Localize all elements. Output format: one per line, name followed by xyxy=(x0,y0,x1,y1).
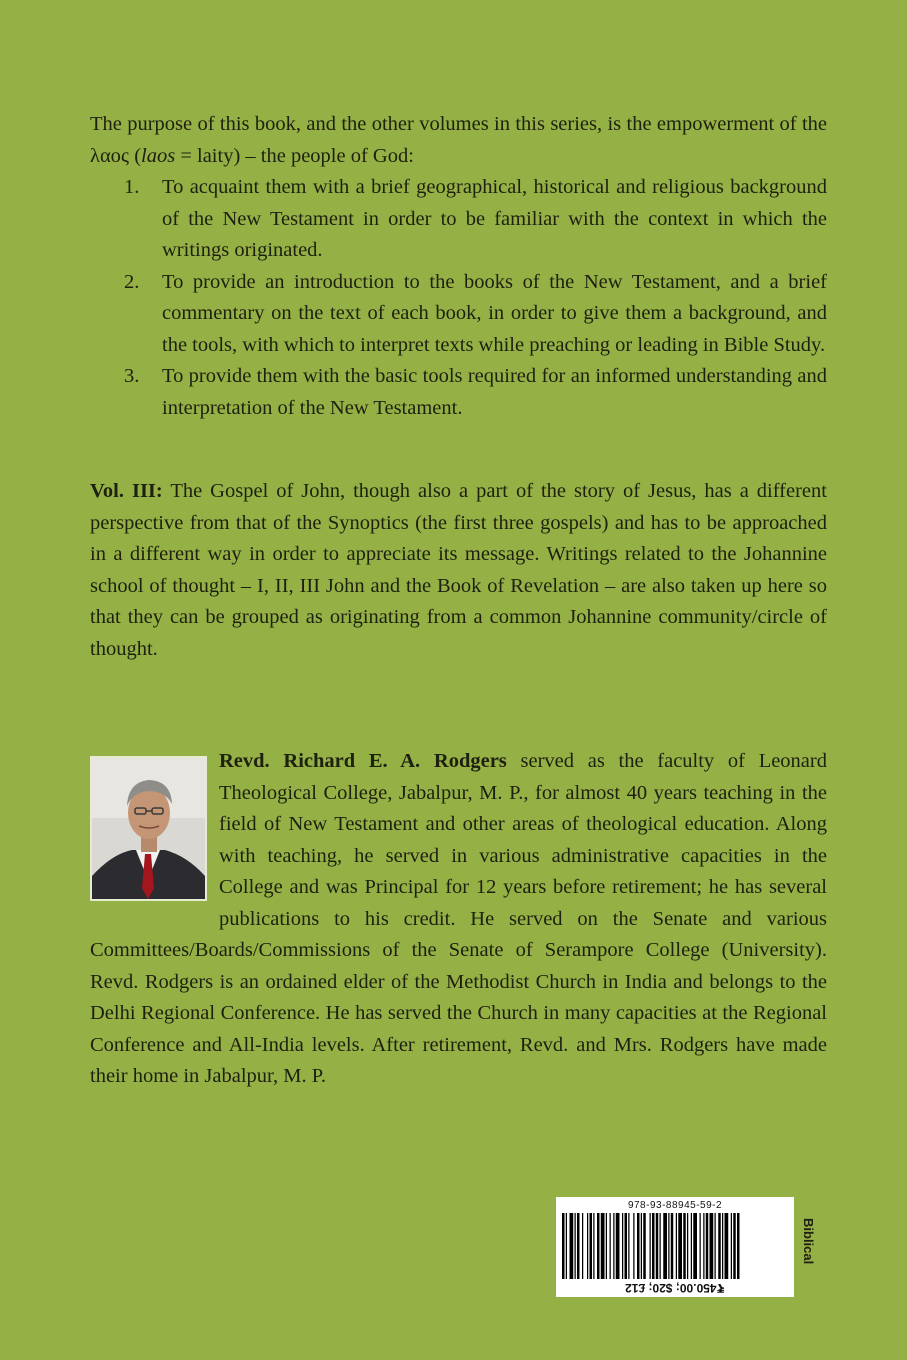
barcode-bar xyxy=(687,1213,688,1279)
barcode-bar xyxy=(656,1213,659,1279)
barcode-bar xyxy=(710,1213,714,1279)
intro-section xyxy=(90,109,827,424)
barcode-bar xyxy=(650,1213,651,1279)
barcode-bar xyxy=(590,1213,593,1279)
purpose-number: 2. xyxy=(124,270,140,293)
category-label xyxy=(796,1218,820,1278)
barcode-bar xyxy=(722,1213,723,1279)
barcode-bar xyxy=(582,1213,583,1279)
barcode-bar xyxy=(706,1213,709,1279)
barcode-bar xyxy=(613,1213,614,1279)
barcode-bar xyxy=(601,1213,605,1279)
category-text: Biblical xyxy=(801,1218,816,1265)
volume-label: Vol. III: xyxy=(90,480,163,502)
author-bio-text: served as the faculty of Leonard Theological College, Jabalpur, M. P., for almost 40 years teaching in the field of New Testament and other areas of theological education. Along with teaching, he served in various administrative capacities in the College and was Principal for 12 years before retirement; he has several publications to his credit. He served on the Senate and various Committees/Boards/Commissions of the Senate of Serampore College (University). Revd. Rodgers is an ordained elder of the Methodist Church in India and belongs to the Delhi Regional Conference. He has served the Church in many capacities at the Regional Conference and All-India levels. After retirement, Revd. and Mrs. Rodgers have made their home in Jabalpur, M. P. xyxy=(90,750,827,1087)
purpose-item xyxy=(90,267,827,362)
author-photo xyxy=(90,756,207,901)
author-name: Revd. Richard E. A. Rodgers xyxy=(219,750,507,772)
price-text: ₹450.00; $20; £12 xyxy=(625,1281,725,1295)
paren-open: ( xyxy=(129,144,142,167)
purpose-number: 1. xyxy=(124,176,140,198)
purpose-text: To provide them with the basic tools required for an informed understanding and interpretation of the New Testament. xyxy=(162,365,827,419)
barcode-bar xyxy=(643,1213,646,1279)
barcode-bar xyxy=(652,1213,655,1279)
barcode-bar xyxy=(625,1213,628,1279)
purpose-list xyxy=(90,172,827,424)
volume-text: The Gospel of John, though also a part of the story of Jesus, has a different perspective from that of the Synoptics (the first three gospels) and has to be approached in a different way in order to appreciate its message. Writings related to the Johannine school of thought – I, II, III John and the Book of Revelation – are also taken up here so that they can be grouped as originating from a common Johannine community/circle of thought. xyxy=(90,480,827,660)
purpose-text: To provide an introduction to the books of the New Testament, and a brief commentary on the text of each book, in order to give them a background, and the tools, with which to interpret texts while preaching or leading in Bible Study. xyxy=(162,270,827,356)
barcode-bar xyxy=(668,1213,669,1279)
isbn-number: 978-93-88945-59-2 xyxy=(627,1200,723,1211)
volume-description xyxy=(90,476,827,665)
barcode-bar xyxy=(725,1213,729,1279)
intro-paragraph xyxy=(90,109,827,172)
barcode-bar xyxy=(718,1213,721,1279)
barcode-bar xyxy=(733,1213,736,1279)
barcode-bar xyxy=(570,1213,574,1279)
barcode-bar xyxy=(731,1213,732,1279)
purpose-item xyxy=(90,361,827,424)
barcode-bar xyxy=(562,1213,565,1279)
greek-word: λαος xyxy=(90,144,130,167)
purpose-text: To acquaint them with a brief geographical, historical and religious background of the New Testament in order to be familiar with the context in which the writings originated. xyxy=(162,176,827,261)
barcode-bar xyxy=(737,1213,740,1279)
intro-lead-after: = laity) – the people of God: xyxy=(175,144,414,167)
barcode-bar xyxy=(678,1213,682,1279)
barcode-bar xyxy=(616,1213,620,1279)
intro-lead-text: The purpose of this book, and the other volumes in this series, is the empowerment of the xyxy=(90,113,827,135)
barcode-icon xyxy=(562,1213,788,1279)
laos-italic: laos xyxy=(141,144,176,167)
barcode-bar xyxy=(676,1213,677,1279)
barcode-bar xyxy=(691,1213,692,1279)
barcode-label xyxy=(556,1197,794,1297)
barcode-bar xyxy=(575,1213,576,1279)
barcode-bar xyxy=(622,1213,623,1279)
barcode-bar xyxy=(577,1213,580,1279)
barcode-bar xyxy=(660,1213,661,1279)
barcode-bar xyxy=(566,1213,567,1279)
barcode-bar xyxy=(683,1213,686,1279)
barcode-bar xyxy=(700,1213,701,1279)
barcode-bar xyxy=(671,1213,674,1279)
barcode-bar xyxy=(641,1213,642,1279)
barcode-bar xyxy=(637,1213,640,1279)
barcode-bar xyxy=(593,1213,594,1279)
purpose-number: 3. xyxy=(124,365,140,387)
barcode-bar xyxy=(628,1213,629,1279)
purpose-item xyxy=(90,172,827,267)
author-section xyxy=(90,746,827,1093)
barcode-bar xyxy=(633,1213,634,1279)
barcode-bar xyxy=(597,1213,600,1279)
barcode-bar xyxy=(703,1213,704,1279)
author-portrait-icon xyxy=(92,758,205,899)
barcode-bar xyxy=(693,1213,697,1279)
barcode-bar xyxy=(606,1213,607,1279)
barcode-bar xyxy=(610,1213,611,1279)
barcode-bar xyxy=(663,1213,667,1279)
barcode-bar xyxy=(587,1213,588,1279)
barcode-bar xyxy=(715,1213,716,1279)
